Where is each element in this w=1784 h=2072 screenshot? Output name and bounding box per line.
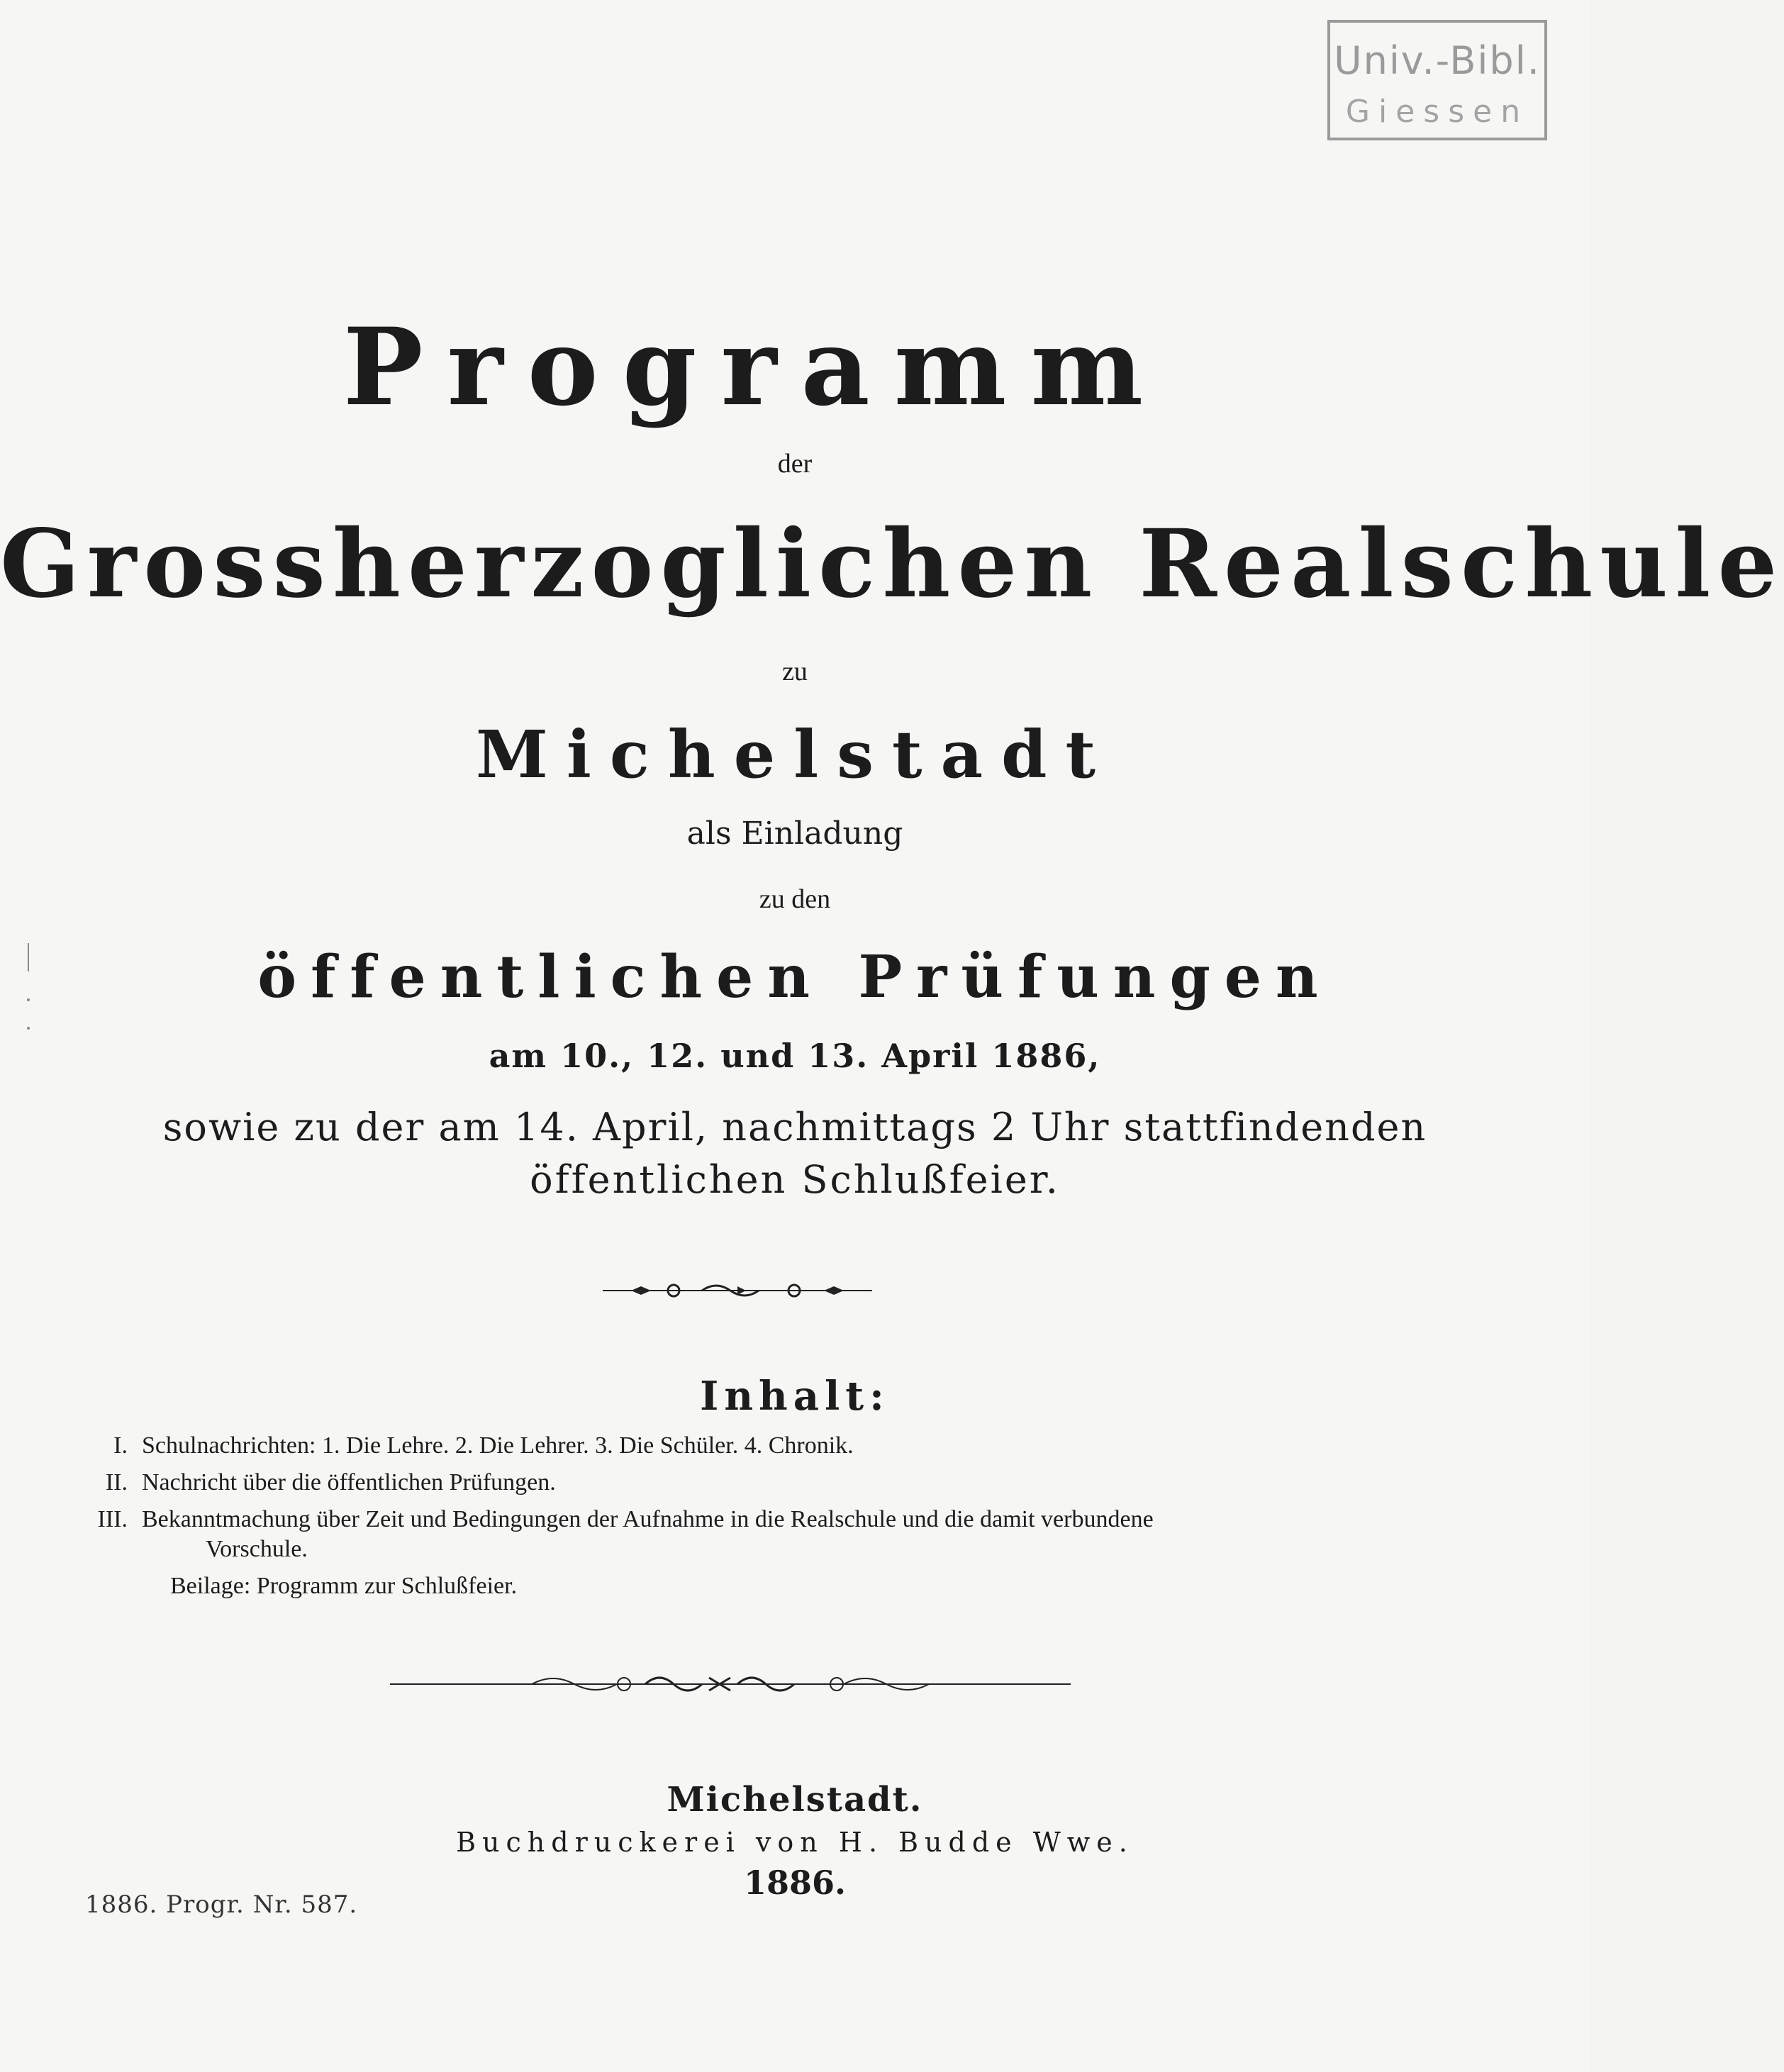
stamp-line-1: Univ.-Bibl. [1334,38,1541,83]
contents-item-text: Nachricht über die öffentlichen Prüfungen. [142,1469,556,1495]
imprint-year: 1886. [743,1864,847,1902]
contents-heading: Inhalt: [700,1373,890,1420]
school-name: Grossherzoglichen Realschule [0,509,1784,619]
ornament-divider-top [603,1276,872,1305]
contents-item-text: Beilage: Programm zur Schlußfeier. [170,1573,518,1599]
stamp-line-2: Giessen [1345,94,1529,130]
title-programm: Programm [342,305,1168,430]
contents-item-text: Bekanntmachung über Zeit und Bedingungen der Aufnahme in die Realschule und die damit verbundene [142,1506,1154,1532]
title-einladung: als Einladung [686,815,903,852]
contents-item-number: III. [97,1506,128,1532]
contents-item-text: Vorschule. [206,1536,308,1562]
contents-item-number: I. [113,1432,128,1459]
imprint-place: Michelstadt. [667,1780,923,1820]
title-zu: zu [782,657,808,686]
ceremony-line-2: öffentlichen Schlußfeier. [530,1157,1060,1202]
program-number-note: 1886. Progr. Nr. 587. [85,1890,358,1919]
title-pruefungen: öffentlichen Prüfungen [257,943,1332,1011]
margin-marks [23,943,37,1042]
ornament-divider-bottom [390,1666,1071,1702]
contents-item-number: II. [105,1469,128,1495]
ceremony-line: sowie zu der am 14. April, nachmittags 2 Uhr stattfindenden [162,1105,1427,1149]
title-zu-den: zu den [759,884,831,914]
exam-dates: am 10., 12. und 13. April 1886, [489,1037,1101,1075]
imprint-printer: Buchdruckerei von H. Budde Wwe. [456,1827,1134,1858]
library-stamp [1327,20,1547,140]
title-der: der [777,449,813,479]
town-name: Michelstadt [476,716,1114,793]
contents-item-text: Schulnachrichten: 1. Die Lehre. 2. Die Lehrer. 3. Die Schüler. 4. Chronik. [142,1432,854,1459]
